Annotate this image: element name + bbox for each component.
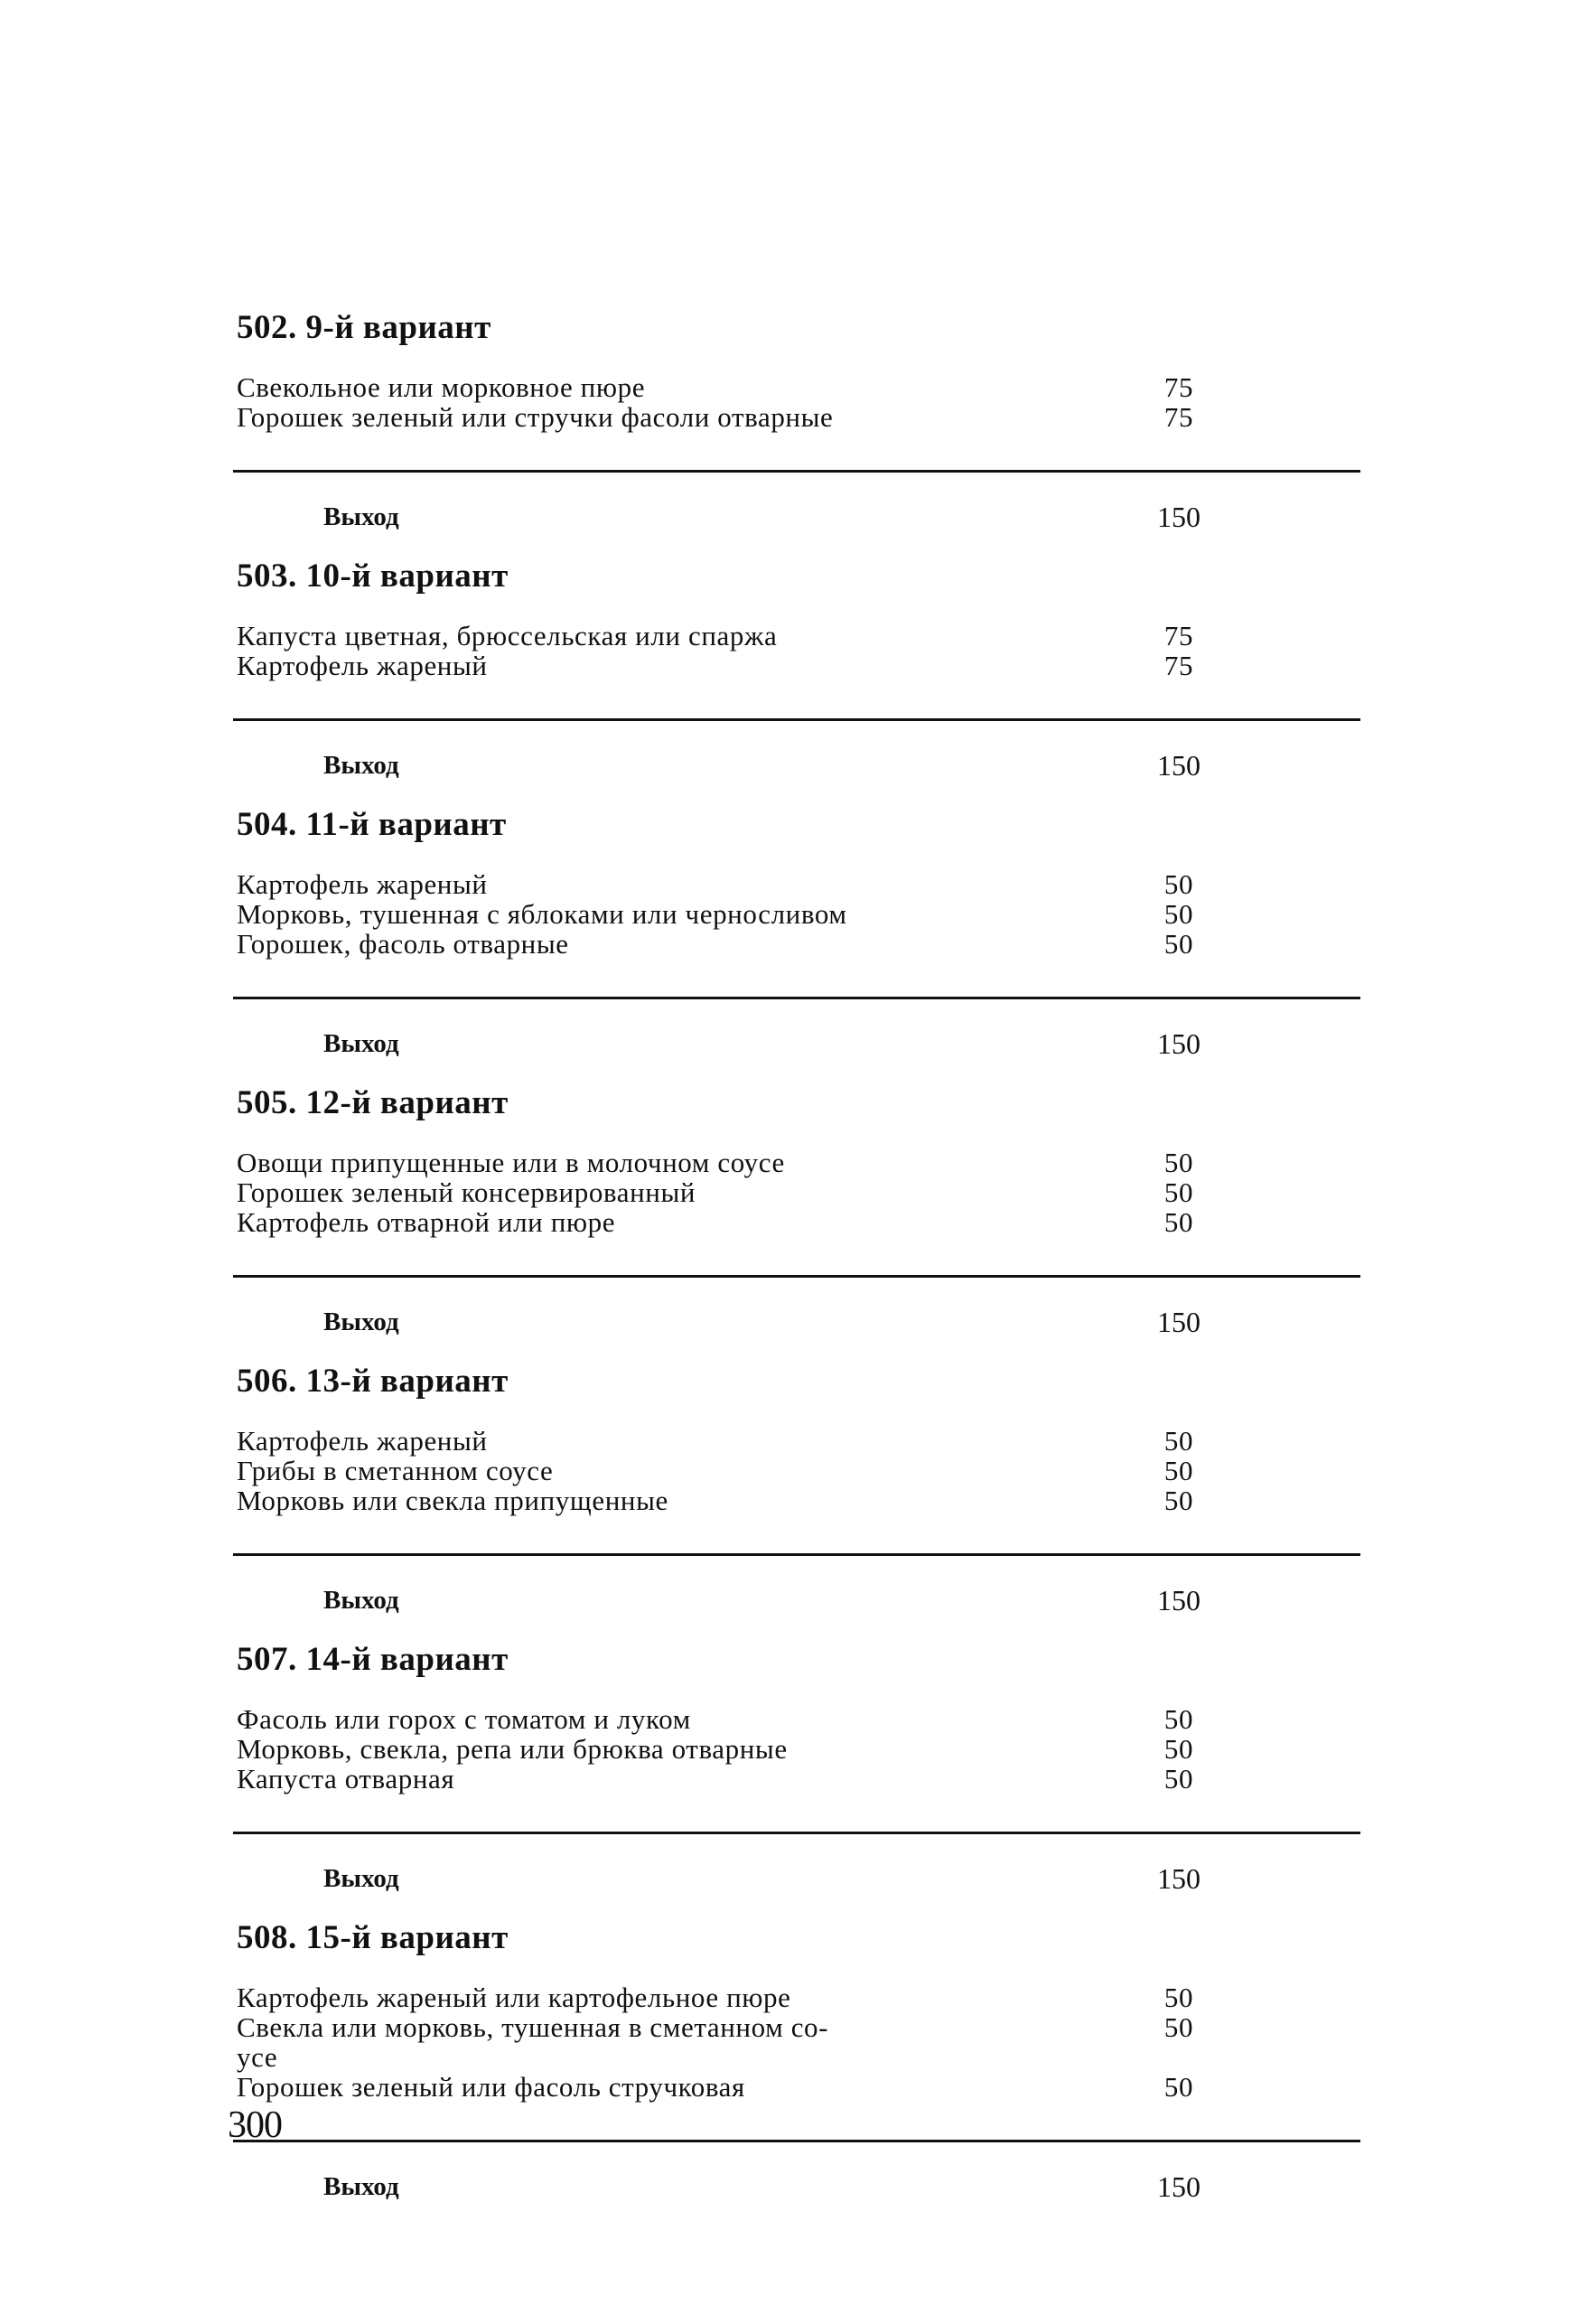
ingredient-list (233, 372, 1362, 432)
ingredient-name: Морковь, тушенная с яблоками или черносливом (237, 898, 847, 930)
ingredient-row (233, 2012, 1362, 2042)
ingredient-name: Фасоль или горох с томатом и луком (237, 1703, 691, 1735)
ingredient-quantity: 75 (1163, 401, 1194, 433)
ingredient-list (233, 1148, 1362, 1237)
ingredient-quantity: 50 (1163, 1733, 1194, 1765)
divider-rule (233, 1832, 1360, 1834)
ingredient-quantity: 50 (1163, 1485, 1194, 1516)
ingredient-quantity: 50 (1163, 928, 1194, 960)
recipe-title: 504. 11-й вариант (237, 806, 507, 843)
page-number: 300 (228, 2104, 282, 2146)
ingredient-row (233, 651, 1362, 680)
yield-label: Выход (323, 1864, 399, 1893)
ingredient-quantity: 50 (1163, 1703, 1194, 1735)
yield-label: Выход (323, 1307, 399, 1336)
yield-value: 150 (1157, 1862, 1201, 1895)
ingredient-list (233, 1426, 1362, 1515)
recipe-block (233, 1639, 1362, 1896)
recipe-title: 508. 15-й вариант (237, 1919, 509, 1956)
ingredient-quantity: 50 (1163, 2071, 1194, 2103)
ingredient-name: Морковь, свекла, репа или брюква отварные (237, 1733, 788, 1765)
ingredient-name: Картофель жареный или картофельное пюре (237, 1982, 791, 2013)
ingredient-quantity: 50 (1163, 898, 1194, 930)
ingredient-row (233, 929, 1362, 959)
divider-rule (233, 997, 1360, 999)
yield-value: 150 (1157, 501, 1201, 533)
ingredient-row (233, 1177, 1362, 1207)
ingredient-row (233, 1982, 1362, 2012)
ingredient-name: Картофель жареный (237, 650, 488, 681)
ingredient-row (233, 1734, 1362, 1764)
divider-rule (233, 2140, 1360, 2142)
ingredient-list (233, 621, 1362, 680)
ingredient-name: Горошек зеленый или стручки фасоли отварные (237, 401, 834, 433)
recipe-block (233, 804, 1362, 1061)
ingredient-quantity: 50 (1163, 1763, 1194, 1795)
divider-rule (233, 1275, 1360, 1278)
yield-value: 150 (1157, 2170, 1201, 2203)
yield-label: Выход (323, 1029, 399, 1058)
ingredient-name: усе (237, 2041, 278, 2073)
divider-rule (233, 718, 1360, 721)
divider-rule (233, 470, 1360, 473)
yield-value: 150 (1157, 1027, 1201, 1060)
ingredient-row (233, 402, 1362, 432)
ingredient-list (233, 869, 1362, 959)
ingredient-row (233, 1426, 1362, 1456)
recipe-title: 507. 14-й вариант (237, 1641, 509, 1678)
ingredient-name: Грибы в сметанном соусе (237, 1455, 554, 1486)
ingredient-row (233, 1456, 1362, 1485)
ingredient-quantity (1138, 2042, 1219, 2072)
ingredient-quantity: 75 (1163, 620, 1194, 651)
ingredient-row (233, 2042, 1362, 2072)
ingredient-quantity: 50 (1163, 2011, 1194, 2043)
yield-label: Выход (323, 751, 399, 780)
yield-row (233, 1861, 1362, 1896)
ingredient-name: Горошек зеленый консервированный (237, 1176, 696, 1208)
yield-value: 150 (1157, 1584, 1201, 1616)
recipe-block (233, 307, 1362, 534)
yield-row (233, 1583, 1362, 1617)
yield-row (233, 1026, 1362, 1061)
divider-rule (233, 1553, 1360, 1556)
ingredient-quantity: 50 (1163, 1176, 1194, 1208)
ingredient-name: Капуста цветная, брюссельская или спаржа (237, 620, 778, 651)
yield-row (233, 500, 1362, 534)
page-content (233, 307, 1362, 2226)
ingredient-name: Горошек зеленый или фасоль стручковая (237, 2071, 745, 2103)
recipe-title: 506. 13-й вариант (237, 1363, 509, 1400)
yield-label: Выход (323, 1586, 399, 1615)
ingredient-quantity: 50 (1163, 1425, 1194, 1457)
ingredient-row (233, 2072, 1362, 2102)
ingredient-name: Морковь или свекла припущенные (237, 1485, 668, 1516)
ingredient-quantity: 75 (1163, 371, 1194, 403)
yield-row (233, 748, 1362, 782)
ingredient-row (233, 1704, 1362, 1734)
ingredient-row (233, 1148, 1362, 1177)
recipe-block (233, 1082, 1362, 1339)
ingredient-name: Капуста отварная (237, 1763, 455, 1795)
ingredient-name: Картофель жареный (237, 1425, 488, 1457)
recipe-title: 505. 12-й вариант (237, 1084, 509, 1121)
ingredient-list (233, 1982, 1362, 2102)
yield-label: Выход (323, 502, 399, 531)
ingredient-quantity: 50 (1163, 1982, 1194, 2013)
yield-label: Выход (323, 2172, 399, 2201)
ingredient-row (233, 1485, 1362, 1515)
ingredient-quantity: 50 (1163, 868, 1194, 900)
ingredient-row (233, 1207, 1362, 1237)
ingredient-row (233, 372, 1362, 402)
yield-row (233, 1305, 1362, 1339)
recipe-title: 503. 10-й вариант (237, 558, 509, 595)
ingredient-name: Свекла или морковь, тушенная в сметанном со- (237, 2011, 829, 2043)
ingredient-name: Горошек, фасоль отварные (237, 928, 569, 960)
ingredient-quantity: 50 (1163, 1147, 1194, 1178)
ingredient-quantity: 75 (1163, 650, 1194, 681)
yield-row (233, 2169, 1362, 2204)
recipe-block (233, 556, 1362, 782)
yield-value: 150 (1157, 1306, 1201, 1338)
ingredient-name: Картофель жареный (237, 868, 488, 900)
ingredient-row (233, 899, 1362, 929)
recipe-block (233, 1917, 1362, 2204)
ingredient-list (233, 1704, 1362, 1794)
ingredient-name: Овощи припущенные или в молочном соусе (237, 1147, 785, 1178)
ingredient-quantity: 50 (1163, 1206, 1194, 1238)
ingredient-name: Свекольное или морковное пюре (237, 371, 646, 403)
ingredient-quantity: 50 (1163, 1455, 1194, 1486)
ingredient-name: Картофель отварной или пюре (237, 1206, 616, 1238)
ingredient-row (233, 621, 1362, 651)
recipe-title: 502. 9-й вариант (237, 309, 491, 346)
yield-value: 150 (1157, 749, 1201, 782)
ingredient-row (233, 869, 1362, 899)
ingredient-row (233, 1764, 1362, 1794)
recipe-block (233, 1361, 1362, 1617)
